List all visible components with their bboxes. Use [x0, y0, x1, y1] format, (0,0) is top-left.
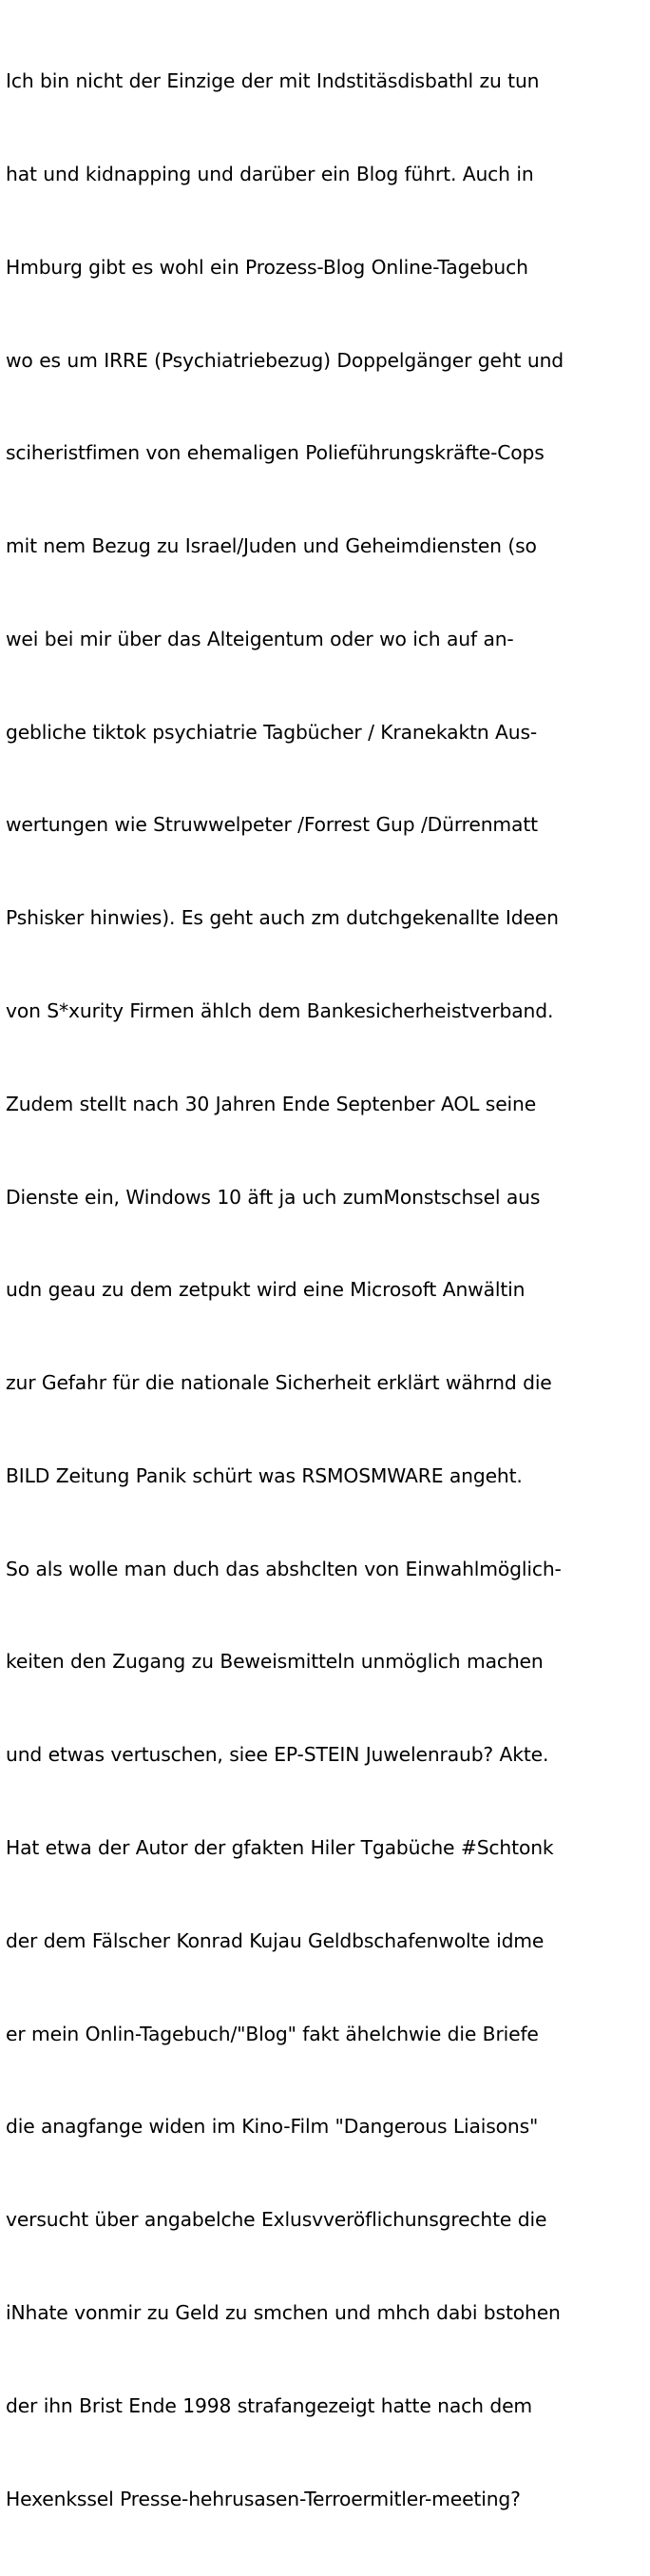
document-body-text [6, 4, 644, 2576]
text-line: mit nem Bezug zu Israel/Juden und Geheimdiensten (so [6, 534, 537, 558]
text-line: Pshisker hinwies). Es geht auch zm dutchgekenallte Ideen [6, 906, 559, 930]
text-line: udn geau zu dem zetpukt wird eine Microsoft Anwältin [6, 1278, 526, 1302]
text-line: die anagfange widen im Kino-Film "Dangerous Liaisons" [6, 2115, 539, 2139]
text-line: Hexenkssel Presse-hehrusasen-Terroermitler-meeting? [6, 2487, 521, 2510]
text-line: wei bei mir über das Alteigentum oder wo ich auf an- [6, 627, 514, 650]
text-line: der ihn Brist Ende 1998 strafangezeigt hatte nach dem [6, 2393, 532, 2417]
text-line: versucht über angabelche Exlusvveröflichunsgrechte die [6, 2208, 547, 2232]
text-line: iNhate vonmir zu Geld zu smchen und mhch dabi bstohen [6, 2300, 561, 2324]
text-line: der dem Fälscher Konrad Kujau Geldbschafenwolte idme [6, 1928, 545, 1952]
text-line: und etwas vertuschen, siee EP-STEIN Juwelenraub? Akte. [6, 1743, 549, 1767]
text-line: zur Gefahr für die nationale Sicherheit erklärt währnd die [6, 1371, 552, 1395]
text-line: er mein Onlin-Tagebuch/"Blog" fakt ähelchwie die Briefe [6, 2022, 539, 2045]
text-line: So als wolle man duch das abshclten von Einwahlmöglich- [6, 1557, 562, 1580]
text-line: keiten den Zugang zu Beweismitteln unmöglich machen [6, 1650, 544, 1674]
text-line: sciheristfimen von ehemaligen Polieführungskräfte-Cops [6, 441, 545, 465]
text-line: Hmburg gibt es wohl ein Prozess-Blog Online-Tagebuch [6, 255, 528, 279]
text-line: Hat etwa der Autor der gfakten Hiler Tgabüche #Schtonk [6, 1836, 554, 1860]
text-line: Zudem stellt nach 30 Jahren Ende Septenber AOL seine [6, 1092, 537, 1115]
text-line: wertungen wie Struwwelpeter /Forrest Gup /Dürrenmatt [6, 813, 538, 837]
text-line: von S*xurity Firmen ählch dem Bankesicherheistverband. [6, 999, 554, 1022]
text-line: Ich bin nicht der Einzige der mit Indstitäsdisbathl zu tun [6, 69, 540, 93]
text-line: gebliche tiktok psychiatrie Tagbücher / Kranekaktn Aus- [6, 720, 538, 744]
text-line: wo es um IRRE (Psychiatriebezug) Doppelgänger geht und [6, 348, 564, 372]
text-line: BILD Zeitung Panik schürt was RSMOSMWARE angeht. [6, 1463, 523, 1487]
text-line: Dienste ein, Windows 10 äft ja uch zumMonstschsel aus [6, 1185, 541, 1209]
text-line: hat und kidnapping und darüber ein Blog führt. Auch in [6, 162, 534, 185]
